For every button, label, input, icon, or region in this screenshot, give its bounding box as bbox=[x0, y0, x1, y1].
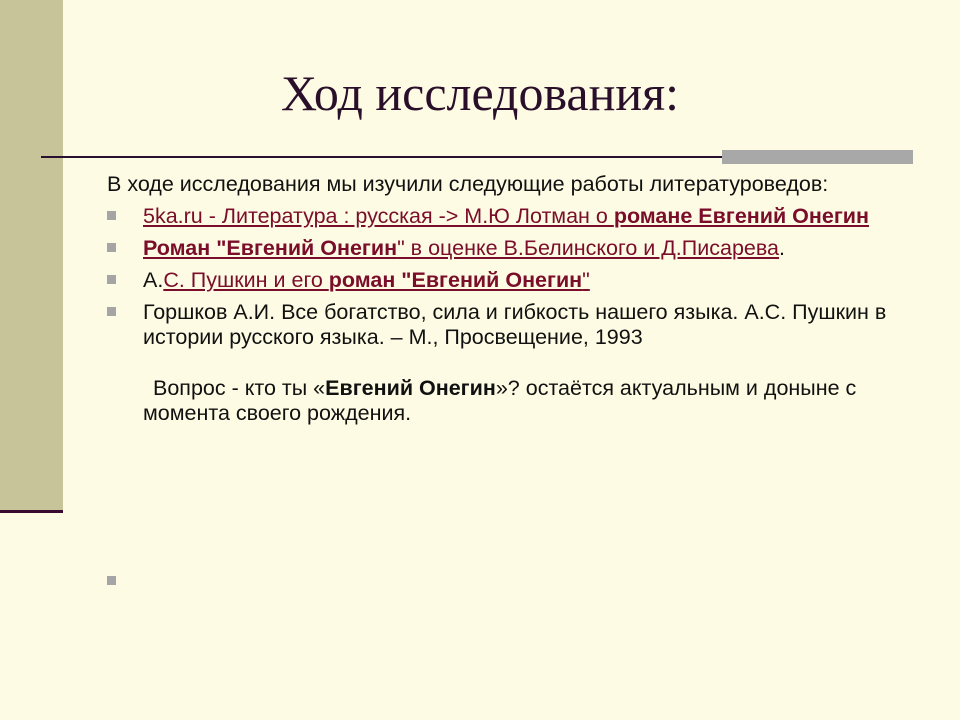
bullet-icon bbox=[107, 275, 116, 284]
question-text-end: »? остаётся актуальным и доныне с момента своего рождения. bbox=[143, 376, 857, 425]
link-text: 5ka.ru - Литература : русская -> М.Ю Лотман о bbox=[143, 204, 614, 228]
item-prefix: А. bbox=[143, 268, 164, 292]
link-bold-text: роман "Евгений Онегин bbox=[328, 268, 583, 292]
empty-bullet-icon bbox=[107, 576, 116, 585]
side-decor-line bbox=[0, 510, 63, 513]
question-text: Вопрос - кто ты « bbox=[153, 376, 326, 400]
bullet-icon bbox=[107, 243, 116, 252]
divider-accent bbox=[722, 150, 913, 164]
bullet-icon bbox=[107, 307, 116, 316]
link-bold-text: романе Евгений Онегин bbox=[613, 204, 869, 228]
list-item bbox=[107, 236, 907, 261]
link-text: С. Пушкин и его bbox=[163, 268, 329, 292]
slide-body bbox=[107, 172, 907, 433]
source-link-lotman[interactable] bbox=[143, 204, 869, 228]
list-item bbox=[107, 204, 907, 229]
gorshkov-reference: Горшков А.И. Все богатство, сила и гибкость нашего языка. А.С. Пушкин в истории русского языка. – М., Просвещение, 1993 bbox=[143, 300, 887, 349]
item-suffix: . bbox=[779, 236, 785, 260]
source-link-belinsky[interactable] bbox=[143, 236, 779, 260]
intro-paragraph bbox=[107, 172, 907, 197]
question-bold-text: Евгений Онегин bbox=[325, 376, 496, 400]
slide-title: Ход исследования: bbox=[280, 65, 680, 121]
intro-text: В ходе исследования мы изучили следующие работы литературоведов: bbox=[107, 172, 829, 196]
link-text: " bbox=[582, 268, 590, 292]
bullet-icon bbox=[107, 211, 116, 220]
source-link-pushkin[interactable] bbox=[163, 268, 589, 292]
link-bold-text: Роман "Евгений Онегин bbox=[143, 236, 398, 260]
list-item bbox=[107, 300, 907, 350]
link-text: " в оценке В.Белинского и Д.Писарева bbox=[397, 236, 780, 260]
question-paragraph bbox=[107, 376, 907, 426]
list-item bbox=[107, 268, 907, 293]
